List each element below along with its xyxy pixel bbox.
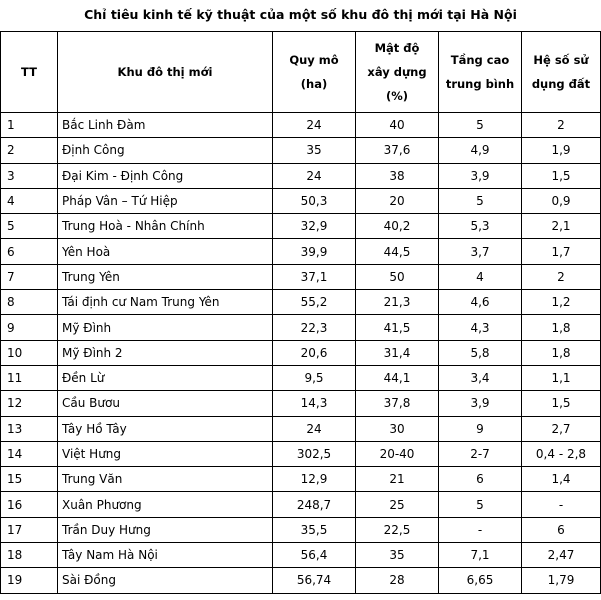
cell-tt: 13: [1, 416, 58, 441]
table-row: [1, 441, 601, 466]
cell-size: 24: [273, 113, 356, 138]
cell-size: 39,9: [273, 239, 356, 264]
cell-density: 50: [356, 264, 439, 289]
cell-floors: 5,8: [439, 340, 522, 365]
cell-ratio: 1,7: [522, 239, 601, 264]
cell-density: 30: [356, 416, 439, 441]
cell-density: 28: [356, 568, 439, 593]
cell-tt: 5: [1, 214, 58, 239]
cell-size: 24: [273, 416, 356, 441]
cell-name: Bắc Linh Đàm: [58, 113, 273, 138]
cell-tt: 6: [1, 239, 58, 264]
cell-ratio: 1,8: [522, 315, 601, 340]
cell-name: Xuân Phương: [58, 492, 273, 517]
cell-ratio: 2,47: [522, 543, 601, 568]
cell-floors: 7,1: [439, 543, 522, 568]
cell-name: Việt Hưng: [58, 441, 273, 466]
cell-tt: 17: [1, 517, 58, 542]
cell-floors: 3,7: [439, 239, 522, 264]
header-density: Mật độ xây dựng (%): [356, 32, 439, 113]
table-title: Chỉ tiêu kinh tế kỹ thuật của một số khu đô thị mới tại Hà Nội: [84, 7, 517, 22]
table-row: [1, 492, 601, 517]
header-name: Khu đô thị mới: [58, 32, 273, 113]
cell-ratio: -: [522, 492, 601, 517]
cell-ratio: 6: [522, 517, 601, 542]
cell-name: Đền Lừ: [58, 365, 273, 390]
cell-ratio: 2,7: [522, 416, 601, 441]
table-row: [1, 113, 601, 138]
cell-ratio: 1,2: [522, 290, 601, 315]
cell-density: 44,1: [356, 365, 439, 390]
cell-name: Định Công: [58, 138, 273, 163]
table-row: [1, 138, 601, 163]
cell-name: Sài Đồng: [58, 568, 273, 593]
cell-tt: 15: [1, 467, 58, 492]
cell-floors: 3,9: [439, 163, 522, 188]
cell-floors: 6,65: [439, 568, 522, 593]
cell-density: 21,3: [356, 290, 439, 315]
cell-density: 25: [356, 492, 439, 517]
cell-floors: 5: [439, 492, 522, 517]
table-row: [1, 290, 601, 315]
cell-name: Đại Kim - Định Công: [58, 163, 273, 188]
cell-ratio: 2: [522, 113, 601, 138]
cell-ratio: 0,4 - 2,8: [522, 441, 601, 466]
table-row: [1, 163, 601, 188]
cell-floors: 9: [439, 416, 522, 441]
indicator-table: [0, 31, 601, 594]
table-body: [1, 113, 601, 594]
table-row: [1, 467, 601, 492]
cell-size: 35: [273, 138, 356, 163]
cell-size: 14,3: [273, 391, 356, 416]
cell-size: 22,3: [273, 315, 356, 340]
table-row: [1, 568, 601, 593]
cell-tt: 9: [1, 315, 58, 340]
cell-density: 20-40: [356, 441, 439, 466]
cell-ratio: 1,9: [522, 138, 601, 163]
table-row: [1, 340, 601, 365]
cell-size: 56,4: [273, 543, 356, 568]
cell-name: Tây Nam Hà Nội: [58, 543, 273, 568]
cell-size: 56,74: [273, 568, 356, 593]
cell-name: Mỹ Đình: [58, 315, 273, 340]
cell-tt: 1: [1, 113, 58, 138]
cell-floors: 5,3: [439, 214, 522, 239]
cell-size: 248,7: [273, 492, 356, 517]
table-row: [1, 365, 601, 390]
cell-size: 50,3: [273, 188, 356, 213]
cell-size: 55,2: [273, 290, 356, 315]
cell-name: Trung Văn: [58, 467, 273, 492]
cell-density: 40,2: [356, 214, 439, 239]
cell-floors: 5: [439, 113, 522, 138]
cell-name: Yên Hoà: [58, 239, 273, 264]
cell-name: Trung Hoà - Nhân Chính: [58, 214, 273, 239]
header-row: [1, 32, 601, 113]
cell-tt: 19: [1, 568, 58, 593]
cell-size: 37,1: [273, 264, 356, 289]
cell-name: Cầu Bươu: [58, 391, 273, 416]
table-row: [1, 315, 601, 340]
header-floors: Tầng cao trung bình: [439, 32, 522, 113]
table-row: [1, 214, 601, 239]
cell-density: 37,6: [356, 138, 439, 163]
cell-name: Mỹ Đình 2: [58, 340, 273, 365]
cell-tt: 8: [1, 290, 58, 315]
cell-ratio: 2: [522, 264, 601, 289]
cell-ratio: 1,1: [522, 365, 601, 390]
cell-ratio: 0,9: [522, 188, 601, 213]
header-size: Quy mô (ha): [273, 32, 356, 113]
table-row: [1, 188, 601, 213]
cell-floors: 6: [439, 467, 522, 492]
cell-tt: 10: [1, 340, 58, 365]
cell-floors: 4,3: [439, 315, 522, 340]
cell-density: 38: [356, 163, 439, 188]
cell-size: 35,5: [273, 517, 356, 542]
cell-floors: 2-7: [439, 441, 522, 466]
cell-size: 24: [273, 163, 356, 188]
table-row: [1, 264, 601, 289]
cell-size: 9,5: [273, 365, 356, 390]
cell-density: 41,5: [356, 315, 439, 340]
cell-ratio: 2,1: [522, 214, 601, 239]
cell-floors: 3,4: [439, 365, 522, 390]
table-row: [1, 391, 601, 416]
header-tt: TT: [1, 32, 58, 113]
cell-density: 44,5: [356, 239, 439, 264]
cell-ratio: 1,5: [522, 163, 601, 188]
cell-name: Tái định cư Nam Trung Yên: [58, 290, 273, 315]
cell-density: 21: [356, 467, 439, 492]
cell-ratio: 1,4: [522, 467, 601, 492]
cell-density: 37,8: [356, 391, 439, 416]
cell-tt: 18: [1, 543, 58, 568]
table-row: [1, 543, 601, 568]
cell-name: Tây Hồ Tây: [58, 416, 273, 441]
cell-floors: 3,9: [439, 391, 522, 416]
cell-density: 35: [356, 543, 439, 568]
cell-size: 12,9: [273, 467, 356, 492]
cell-name: Trung Yên: [58, 264, 273, 289]
cell-ratio: 1,8: [522, 340, 601, 365]
cell-floors: 4,9: [439, 138, 522, 163]
cell-tt: 3: [1, 163, 58, 188]
table-header: [1, 32, 601, 113]
cell-tt: 16: [1, 492, 58, 517]
cell-tt: 12: [1, 391, 58, 416]
cell-floors: 5: [439, 188, 522, 213]
cell-tt: 4: [1, 188, 58, 213]
cell-floors: -: [439, 517, 522, 542]
cell-tt: 7: [1, 264, 58, 289]
cell-floors: 4,6: [439, 290, 522, 315]
cell-size: 302,5: [273, 441, 356, 466]
cell-name: Trần Duy Hưng: [58, 517, 273, 542]
table-row: [1, 416, 601, 441]
cell-ratio: 1,79: [522, 568, 601, 593]
cell-tt: 11: [1, 365, 58, 390]
cell-density: 31,4: [356, 340, 439, 365]
table-row: [1, 239, 601, 264]
cell-density: 22,5: [356, 517, 439, 542]
cell-tt: 14: [1, 441, 58, 466]
cell-floors: 4: [439, 264, 522, 289]
cell-tt: 2: [1, 138, 58, 163]
cell-name: Pháp Vân – Tứ Hiệp: [58, 188, 273, 213]
table-row: [1, 517, 601, 542]
cell-size: 20,6: [273, 340, 356, 365]
cell-size: 32,9: [273, 214, 356, 239]
header-ratio: Hệ số sử dụng đất: [522, 32, 601, 113]
cell-density: 40: [356, 113, 439, 138]
cell-ratio: 1,5: [522, 391, 601, 416]
cell-density: 20: [356, 188, 439, 213]
